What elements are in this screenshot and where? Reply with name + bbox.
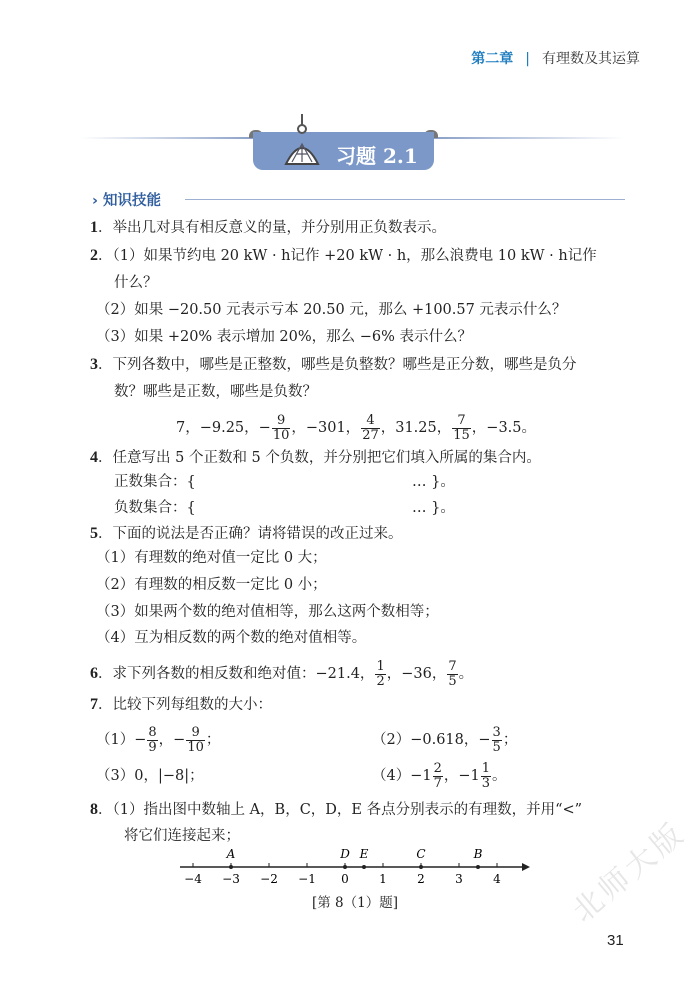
section-title: 知识技能 bbox=[103, 193, 162, 209]
numerator: 1 bbox=[481, 760, 491, 776]
fraction bbox=[492, 726, 502, 755]
fraction bbox=[433, 762, 443, 791]
math-text: ； bbox=[205, 732, 221, 748]
math-text: （2）−0.618，− bbox=[372, 732, 491, 748]
denominator: 27 bbox=[362, 427, 379, 443]
q-number: 5 bbox=[90, 525, 98, 542]
q-number: 8 bbox=[90, 801, 98, 818]
axis-point bbox=[343, 865, 347, 869]
fraction bbox=[452, 414, 471, 443]
sub-question: （4）互为相反数的两个数的绝对值相等。 bbox=[96, 630, 367, 646]
sub-question: （3）如果 +20% 表示增加 20%，那么 −6% 表示什么？ bbox=[96, 329, 473, 345]
sub-question: （2）如果 −20.50 元表示亏本 20.50 元，那么 +100.57 元表示什么？ bbox=[96, 302, 567, 318]
tick-label: −3 bbox=[222, 872, 240, 886]
watermark: 北师大版 bbox=[565, 815, 693, 930]
denominator: 15 bbox=[453, 427, 470, 443]
q-number: 1 bbox=[90, 219, 98, 236]
q-text: ．举出几对具有相反意义的量，并分别用正负数表示。 bbox=[98, 220, 446, 236]
denominator: 10 bbox=[187, 739, 204, 755]
sub-question-7-1 bbox=[96, 724, 220, 756]
q-number: 4 bbox=[90, 449, 98, 466]
math-text: ，31.25， bbox=[380, 420, 452, 436]
sub-question: （3）如果两个数的绝对值相等，那么这两个数相等； bbox=[96, 604, 439, 620]
axis-point bbox=[476, 865, 480, 869]
math-text: 7，−9.25，− bbox=[176, 420, 271, 436]
denominator: 5 bbox=[448, 673, 457, 689]
figure-caption: [第 8（1）题] bbox=[312, 895, 399, 911]
denominator: 7 bbox=[433, 775, 442, 791]
numerator: 2 bbox=[433, 760, 442, 776]
tick-label: 2 bbox=[417, 872, 425, 886]
q-text: ，−36， bbox=[386, 666, 447, 682]
chapter-label: 第二章 bbox=[471, 51, 514, 67]
sub-question-7-2 bbox=[372, 724, 517, 756]
point-label: E bbox=[359, 847, 369, 861]
q-number: 6 bbox=[90, 665, 98, 682]
numerator: 9 bbox=[186, 726, 205, 741]
question-5 bbox=[90, 524, 403, 544]
set-end: … }。 bbox=[412, 500, 455, 516]
banner-rule-left bbox=[80, 137, 255, 139]
q-text: 。 bbox=[458, 666, 474, 682]
numerator: 3 bbox=[492, 724, 501, 740]
tick-label: −4 bbox=[184, 872, 202, 886]
fraction bbox=[186, 726, 205, 755]
negative-set-label: 负数集合：{ bbox=[114, 500, 196, 516]
sub-question: （2）有理数的相反数一定比 0 小； bbox=[96, 577, 327, 593]
tick-label: 0 bbox=[341, 872, 349, 886]
positive-set-label: 正数集合：{ bbox=[114, 474, 196, 490]
q-number: 3 bbox=[90, 356, 98, 373]
denominator: 10 bbox=[272, 427, 290, 443]
math-text: ，−3.5。 bbox=[471, 420, 537, 436]
section-heading bbox=[92, 189, 161, 210]
q-number: 2 bbox=[90, 247, 98, 264]
math-text: ，− bbox=[158, 732, 186, 748]
q-number: 7 bbox=[90, 696, 98, 713]
point-label: D bbox=[340, 847, 350, 861]
point-label: A bbox=[226, 847, 236, 861]
q-text-cont: 将它们连接起来； bbox=[124, 828, 240, 844]
section-rule bbox=[185, 199, 625, 200]
fraction bbox=[272, 414, 291, 443]
math-text: （1）− bbox=[96, 732, 147, 748]
denominator: 2 bbox=[376, 673, 385, 689]
banner-rule-right bbox=[434, 137, 624, 139]
math-text: 。 bbox=[492, 768, 507, 784]
q-text: ．下列各数中，哪些是正整数，哪些是负整数？哪些是正分数，哪些是负分 bbox=[98, 357, 577, 373]
number-line-figure bbox=[170, 845, 530, 895]
fraction bbox=[147, 726, 157, 755]
sub-question-7-4 bbox=[372, 760, 507, 792]
fraction bbox=[361, 414, 380, 443]
sub-question-7-3: （3）0，|−8|； bbox=[96, 768, 204, 784]
q-text: ．任意写出 5 个正数和 5 个负数，并分别把它们填入所属的集合内。 bbox=[98, 450, 541, 466]
numerator: 7 bbox=[452, 414, 471, 429]
tick-label: 1 bbox=[379, 872, 387, 886]
numerator: 4 bbox=[361, 414, 380, 429]
math-text: ； bbox=[502, 732, 518, 748]
fraction bbox=[447, 660, 457, 689]
question-6 bbox=[90, 658, 473, 690]
numerator: 1 bbox=[376, 658, 385, 674]
math-text: ，−1 bbox=[443, 768, 480, 784]
exercise-title: 习题 2.1 bbox=[336, 144, 418, 168]
fraction bbox=[375, 660, 385, 689]
axis-point bbox=[362, 865, 366, 869]
tick-label: 4 bbox=[493, 872, 501, 886]
point-label: C bbox=[416, 847, 426, 861]
tick-label: −2 bbox=[260, 872, 278, 886]
number-list bbox=[176, 412, 536, 444]
question-1 bbox=[90, 218, 446, 238]
q-text-cont: 什么？ bbox=[114, 275, 158, 291]
denominator: 3 bbox=[481, 775, 491, 791]
q-text: ．比较下列每组数的大小： bbox=[98, 697, 272, 713]
set-end: … }。 bbox=[412, 474, 455, 490]
chevron-right-icon: › bbox=[92, 193, 98, 209]
q-text-cont: 数？哪些是正数，哪些是负数？ bbox=[114, 384, 317, 400]
question-8 bbox=[90, 800, 582, 820]
q-text: ．求下列各数的相反数和绝对值：−21.4， bbox=[98, 666, 375, 682]
denominator: 9 bbox=[148, 739, 157, 755]
point-label: B bbox=[473, 847, 483, 861]
math-text: ，−301， bbox=[291, 420, 361, 436]
page-number: 31 bbox=[607, 932, 624, 949]
compass-protractor-icon bbox=[282, 114, 322, 170]
axis-arrow-icon bbox=[522, 863, 530, 871]
question-3 bbox=[90, 355, 577, 375]
q-text: ．下面的说法是否正确？请将错误的改正过来。 bbox=[98, 526, 403, 542]
q-text: ．（1）如果节约电 20 kW · h记作 +20 kW · h，那么浪费电 10 kW · h记作 bbox=[98, 248, 597, 264]
axis-point bbox=[419, 865, 423, 869]
tick-label: 3 bbox=[455, 872, 463, 886]
chapter-title: 有理数及其运算 bbox=[542, 51, 640, 67]
sub-question: （1）有理数的绝对值一定比 0 大； bbox=[96, 550, 327, 566]
denominator: 5 bbox=[492, 739, 501, 755]
question-4 bbox=[90, 448, 541, 468]
question-7 bbox=[90, 695, 272, 715]
q-text: ．（1）指出图中数轴上 A，B，C，D，E 各点分别表示的有理数，并用“<” bbox=[98, 802, 583, 818]
math-text: （4）−1 bbox=[372, 768, 432, 784]
question-2 bbox=[90, 246, 597, 266]
fraction bbox=[481, 762, 491, 791]
axis-point bbox=[229, 865, 233, 869]
tick-label: −1 bbox=[298, 872, 316, 886]
numerator: 7 bbox=[448, 658, 457, 674]
running-header: 第二章 | 有理数及其运算 bbox=[471, 51, 640, 67]
numerator: 8 bbox=[148, 724, 157, 740]
numerator: 9 bbox=[272, 414, 291, 429]
